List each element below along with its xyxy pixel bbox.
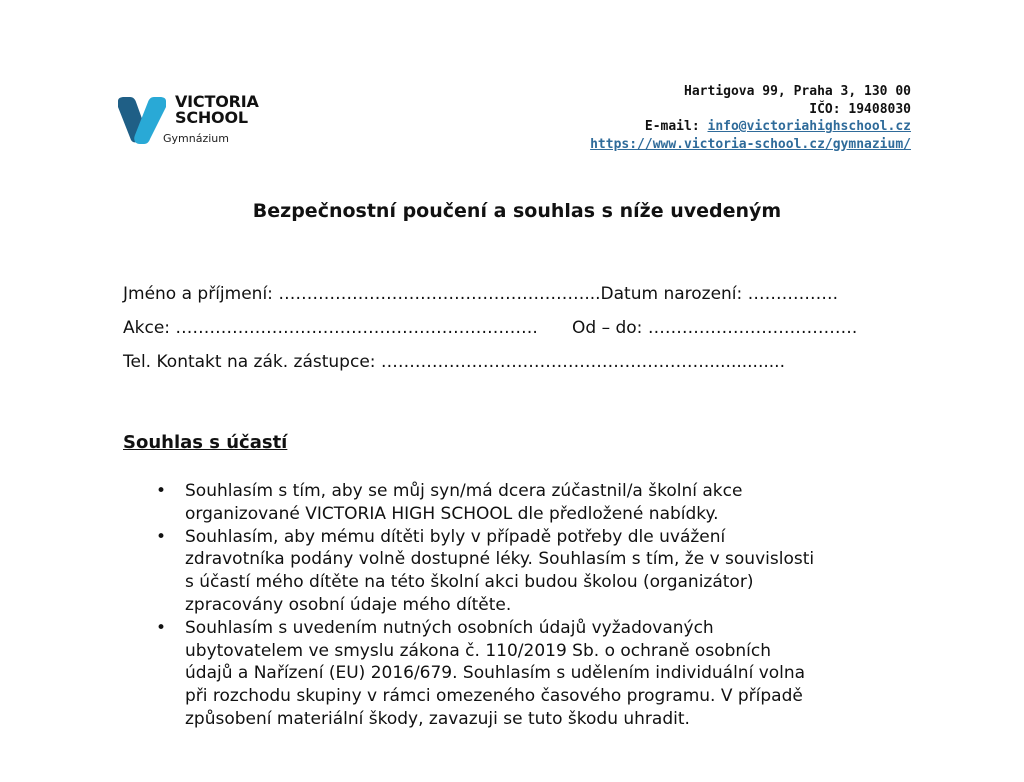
document-title: Bezpečnostní poučení a souhlas s níže uvedeným <box>252 200 782 222</box>
school-address-block <box>590 83 911 153</box>
name-birth-row <box>123 283 923 317</box>
date-range-fill-line[interactable]: ………………………………. <box>647 318 858 338</box>
bullet-icon: • <box>155 617 167 638</box>
school-logo <box>116 92 276 151</box>
bullet-icon: • <box>155 481 167 501</box>
consent-line: Souhlasím s uvedením nutných osobních údajů vyžadovaných <box>185 617 714 638</box>
phone-fill-line[interactable]: …………………………………………………............... <box>380 352 785 372</box>
address-ico: IČO: 19408030 <box>809 101 911 117</box>
website-link[interactable]: https://www.victoria-school.cz/gymnazium/ <box>590 136 911 152</box>
consent-line: organizované VICTORIA HIGH SCHOOL dle předložené nabídky. <box>185 503 719 524</box>
list-item <box>155 480 905 526</box>
logo-word-line1: VICTORIA <box>175 92 259 111</box>
consent-line: Souhlasím, aby mému dítěti byly v případě potřeby dle uvážení <box>185 526 726 547</box>
list-item <box>155 617 905 731</box>
event-fill-line[interactable]: ………………………………………………………. <box>175 318 538 338</box>
consent-line: způsobení materiální škody, zavazuji se tuto škodu uhradit. <box>185 708 690 729</box>
event-date-row <box>123 317 923 351</box>
consent-line: zpracovány osobní údaje mého dítěte. <box>185 594 512 615</box>
phone-label: Tel. Kontakt na zák. zástupce: <box>123 352 381 372</box>
email-label: E-mail: <box>644 119 708 134</box>
event-field <box>123 317 538 339</box>
event-label: Akce: <box>123 318 176 338</box>
personal-info-form <box>123 283 923 385</box>
consent-line: Souhlasím s tím, aby se můj syn/má dcera zúčastnil/a školní akce <box>185 481 743 501</box>
birth-fill-line[interactable]: ……………. <box>747 284 839 304</box>
name-label: Jméno a příjmení: <box>123 284 279 304</box>
address-street: Hartigova 99, Praha 3, 130 00 <box>684 84 911 99</box>
bullet-icon: • <box>155 526 167 547</box>
consent-line: při rozchodu skupiny v rámci omezeného časového programu. V případě <box>185 686 803 707</box>
consent-line: ubytovatelem ve smyslu zákona č. 110/2019 Sb. o ochraně osobních <box>185 640 772 661</box>
victoria-v-logo-icon <box>116 95 168 147</box>
name-field <box>123 283 838 305</box>
email-link[interactable]: info@victoriahighschool.cz <box>707 119 911 134</box>
consent-line: zdravotníka podány volně dostupné léky. Souhlasím s tím, že v souvislosti <box>185 549 815 570</box>
consent-list <box>155 480 905 731</box>
consent-section-heading: Souhlas s účastí <box>123 432 288 453</box>
birth-label: ..Datum narození: <box>589 284 748 304</box>
logo-subtitle: Gymnázium <box>163 132 229 145</box>
address-email-line <box>590 118 911 136</box>
list-item <box>155 526 905 617</box>
date-range-field <box>572 317 857 339</box>
phone-field <box>123 351 785 373</box>
consent-line: údajů a Nařízení (EU) 2016/679. Souhlasím s udělením individuální volna <box>185 663 806 684</box>
logo-word-line2: SCHOOL <box>175 108 248 127</box>
date-range-label: Od – do: <box>572 318 648 338</box>
name-fill-line[interactable]: ………………………………………………. <box>278 284 590 304</box>
logo-wordmark <box>175 94 259 126</box>
consent-line: s účastí mého dítěte na této školní akci budou školou (organizátor) <box>185 572 754 593</box>
phone-row <box>123 351 923 385</box>
